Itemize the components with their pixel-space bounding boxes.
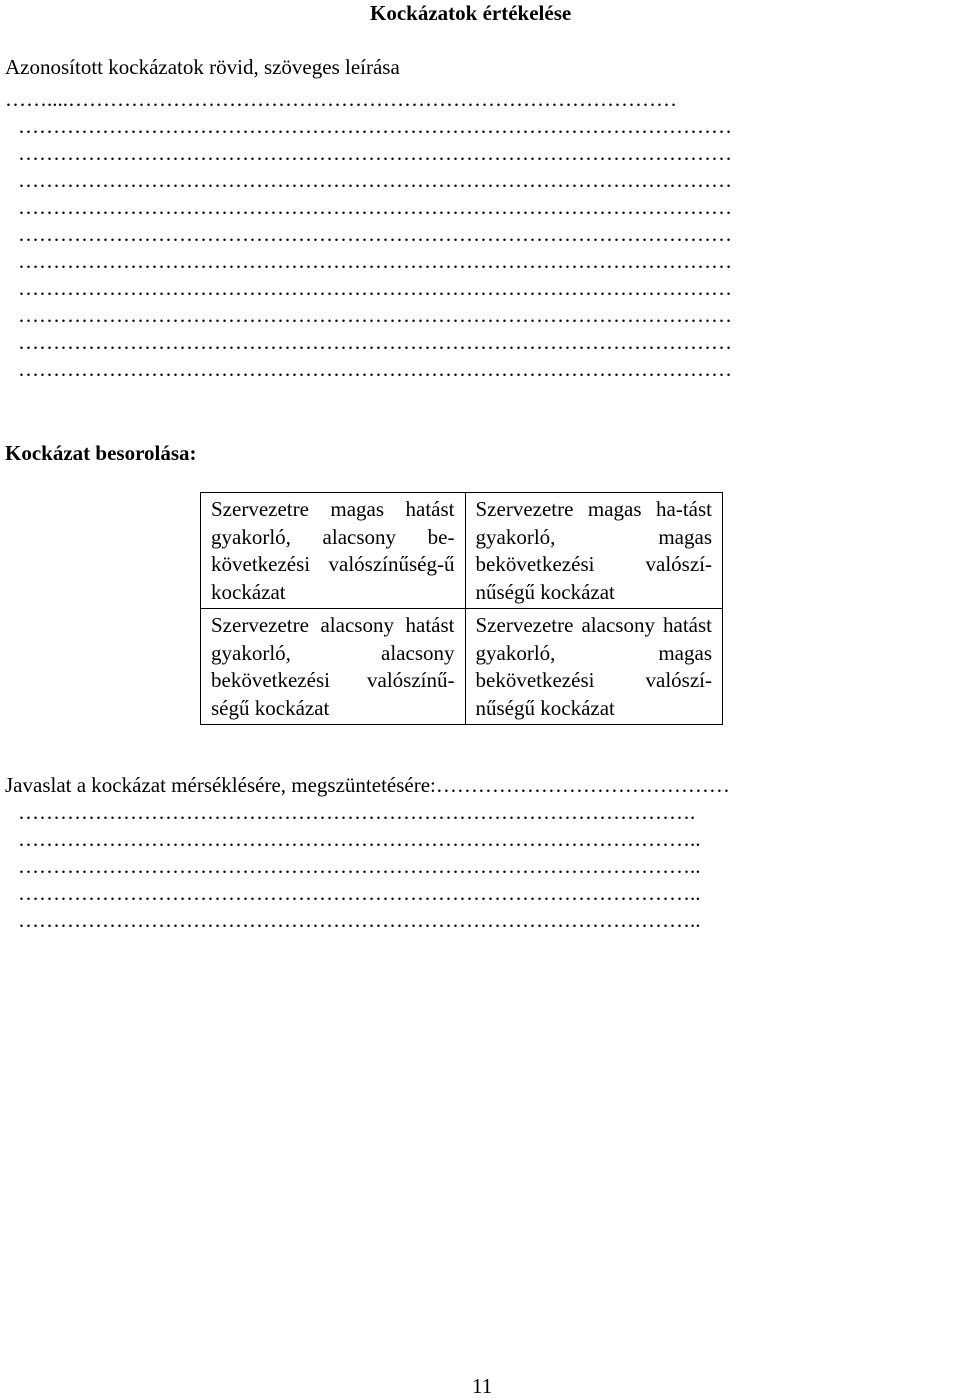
table-cell-high-impact-low-probability: Szervezetre magas hatást gyakorló, alacsony be-következési valószínűség-ű kockázat <box>201 493 466 609</box>
dotted-line: ………………………………………………………………………………………… <box>18 195 732 219</box>
classification-heading: Kockázat besorolása: <box>5 441 197 465</box>
dotted-line: ………………………………………………………………………………………… <box>18 357 732 381</box>
dotted-line: ……………………………………………………………………………………. <box>18 800 696 824</box>
risk-classification-table <box>200 492 723 725</box>
proposal-dots: …………………………………… <box>435 773 730 797</box>
dotted-line: ………………………………………………………………………………………… <box>18 303 732 327</box>
page-number: 11 <box>472 1374 493 1398</box>
dotted-line: …………………………………………………………………………………….. <box>18 908 701 932</box>
dotted-line: ………………………………………………………………………………………… <box>18 168 732 192</box>
table-cell-low-impact-high-probability: Szervezetre alacsony hatást gyakorló, magas bekövetkezési valószí-nűségű kockázat <box>465 609 723 725</box>
page-title: Kockázatok értékelése <box>370 1 572 25</box>
table-cell-high-impact-high-probability: Szervezetre magas ha-tást gyakorló, magas bekövetkezési valószí-nűségű kockázat <box>465 493 723 609</box>
proposal-line <box>5 772 730 799</box>
dotted-line: ……....…………………………………………………………………………… <box>5 87 677 111</box>
dotted-line: ………………………………………………………………………………………… <box>18 330 732 354</box>
dotted-line: …………………………………………………………………………………….. <box>18 881 701 905</box>
dotted-line: ………………………………………………………………………………………… <box>18 114 732 138</box>
dotted-line: …………………………………………………………………………………….. <box>18 854 701 878</box>
dotted-line: ………………………………………………………………………………………… <box>18 141 732 165</box>
table-row <box>201 609 723 725</box>
dotted-line: ………………………………………………………………………………………… <box>18 276 732 300</box>
table-cell-low-impact-low-probability: Szervezetre alacsony hatást gyakorló, alacsony bekövetkezési valószínű-ségű kockázat <box>201 609 466 725</box>
dotted-line: ………………………………………………………………………………………… <box>18 222 732 246</box>
dotted-line: ………………………………………………………………………………………… <box>18 249 732 273</box>
table-row <box>201 493 723 609</box>
proposal-label: Javaslat a kockázat mérséklésére, megszüntetésére: <box>5 773 436 797</box>
section-risk-description-label: Azonosított kockázatok rövid, szöveges leírása <box>5 55 400 79</box>
dotted-line: …………………………………………………………………………………….. <box>18 827 701 851</box>
